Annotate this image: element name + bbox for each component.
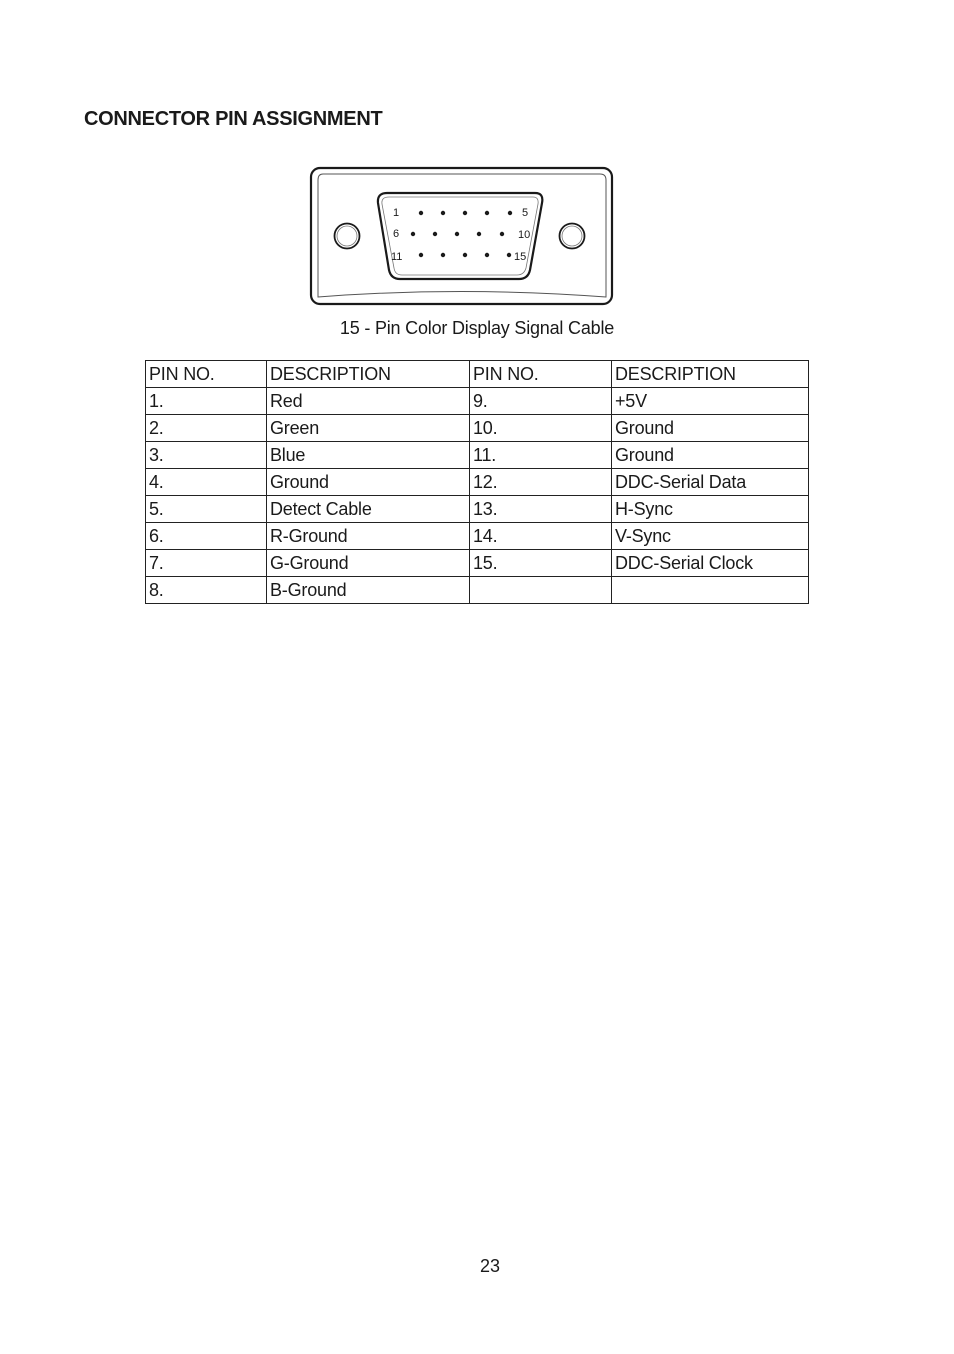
header-pin-no: PIN NO. (470, 361, 612, 388)
pin-description-cell: +5V (612, 388, 809, 415)
table-row (146, 550, 809, 577)
pin-number-cell: 15. (470, 550, 612, 577)
header-description: DESCRIPTION (612, 361, 809, 388)
pin-number-cell: 1. (146, 388, 267, 415)
pin-number-cell: 5. (146, 496, 267, 523)
pin-number-cell (470, 577, 612, 604)
pin-number-cell: 3. (146, 442, 267, 469)
pin-description-cell: Ground (267, 469, 470, 496)
pin-description-cell: Ground (612, 442, 809, 469)
pin-label-5: 5 (522, 207, 529, 219)
pin-1 (419, 211, 423, 215)
pin-description-cell: V-Sync (612, 523, 809, 550)
pin-14 (485, 253, 489, 257)
pin-number-cell: 13. (470, 496, 612, 523)
pin-description-cell (612, 577, 809, 604)
pin-number-cell: 7. (146, 550, 267, 577)
vga-connector-diagram (309, 166, 615, 308)
pin-number-cell: 9. (470, 388, 612, 415)
pin-number-cell: 14. (470, 523, 612, 550)
pin-label-15: 15 (514, 251, 527, 263)
pin-description-cell: H-Sync (612, 496, 809, 523)
pin-6 (411, 232, 415, 236)
pin-4 (485, 211, 489, 215)
header-pin-no: PIN NO. (146, 361, 267, 388)
pin-label-11: 11 (391, 251, 403, 263)
pin-description-cell: Green (267, 415, 470, 442)
pin-description-cell: Ground (612, 415, 809, 442)
pin-number-cell: 6. (146, 523, 267, 550)
pin-7 (433, 232, 437, 236)
pin-8 (455, 232, 459, 236)
pin-label-1: 1 (393, 207, 400, 219)
pin-12 (441, 253, 445, 257)
pin-label-10: 10 (518, 229, 531, 241)
pin-number-cell: 2. (146, 415, 267, 442)
pin-9 (477, 232, 481, 236)
table-row (146, 415, 809, 442)
pin-description-cell: R-Ground (267, 523, 470, 550)
pin-10 (500, 232, 504, 236)
pin-number-cell: 10. (470, 415, 612, 442)
pin-number-cell: 8. (146, 577, 267, 604)
pin-number-cell: 12. (470, 469, 612, 496)
pin-number-cell: 4. (146, 469, 267, 496)
table-row (146, 442, 809, 469)
table-header-row (146, 361, 809, 388)
pin-3 (463, 211, 467, 215)
page-number: 23 (479, 1256, 501, 1276)
connector-outer-frame (311, 168, 612, 304)
table-row (146, 577, 809, 604)
pin-description-cell: B-Ground (267, 577, 470, 604)
pin-description-cell: G-Ground (267, 550, 470, 577)
pin-5 (508, 211, 512, 215)
pin-description-cell: Detect Cable (267, 496, 470, 523)
pin-assignment-table (145, 360, 809, 604)
table-row (146, 523, 809, 550)
table-row (146, 469, 809, 496)
table-row (146, 496, 809, 523)
pin-label-6: 6 (393, 228, 400, 240)
section-heading: CONNECTOR PIN ASSIGNMENT (84, 108, 383, 130)
pin-13 (463, 253, 467, 257)
table-row (146, 388, 809, 415)
header-description: DESCRIPTION (267, 361, 470, 388)
pin-description-cell: Red (267, 388, 470, 415)
pin-number-cell: 11. (470, 442, 612, 469)
pin-description-cell: Blue (267, 442, 470, 469)
pin-11 (419, 253, 423, 257)
pin-15 (507, 253, 511, 257)
pin-description-cell: DDC-Serial Clock (612, 550, 809, 577)
pin-2 (441, 211, 445, 215)
connector-caption: 15 - Pin Color Display Signal Cable (339, 318, 615, 338)
pin-description-cell: DDC-Serial Data (612, 469, 809, 496)
